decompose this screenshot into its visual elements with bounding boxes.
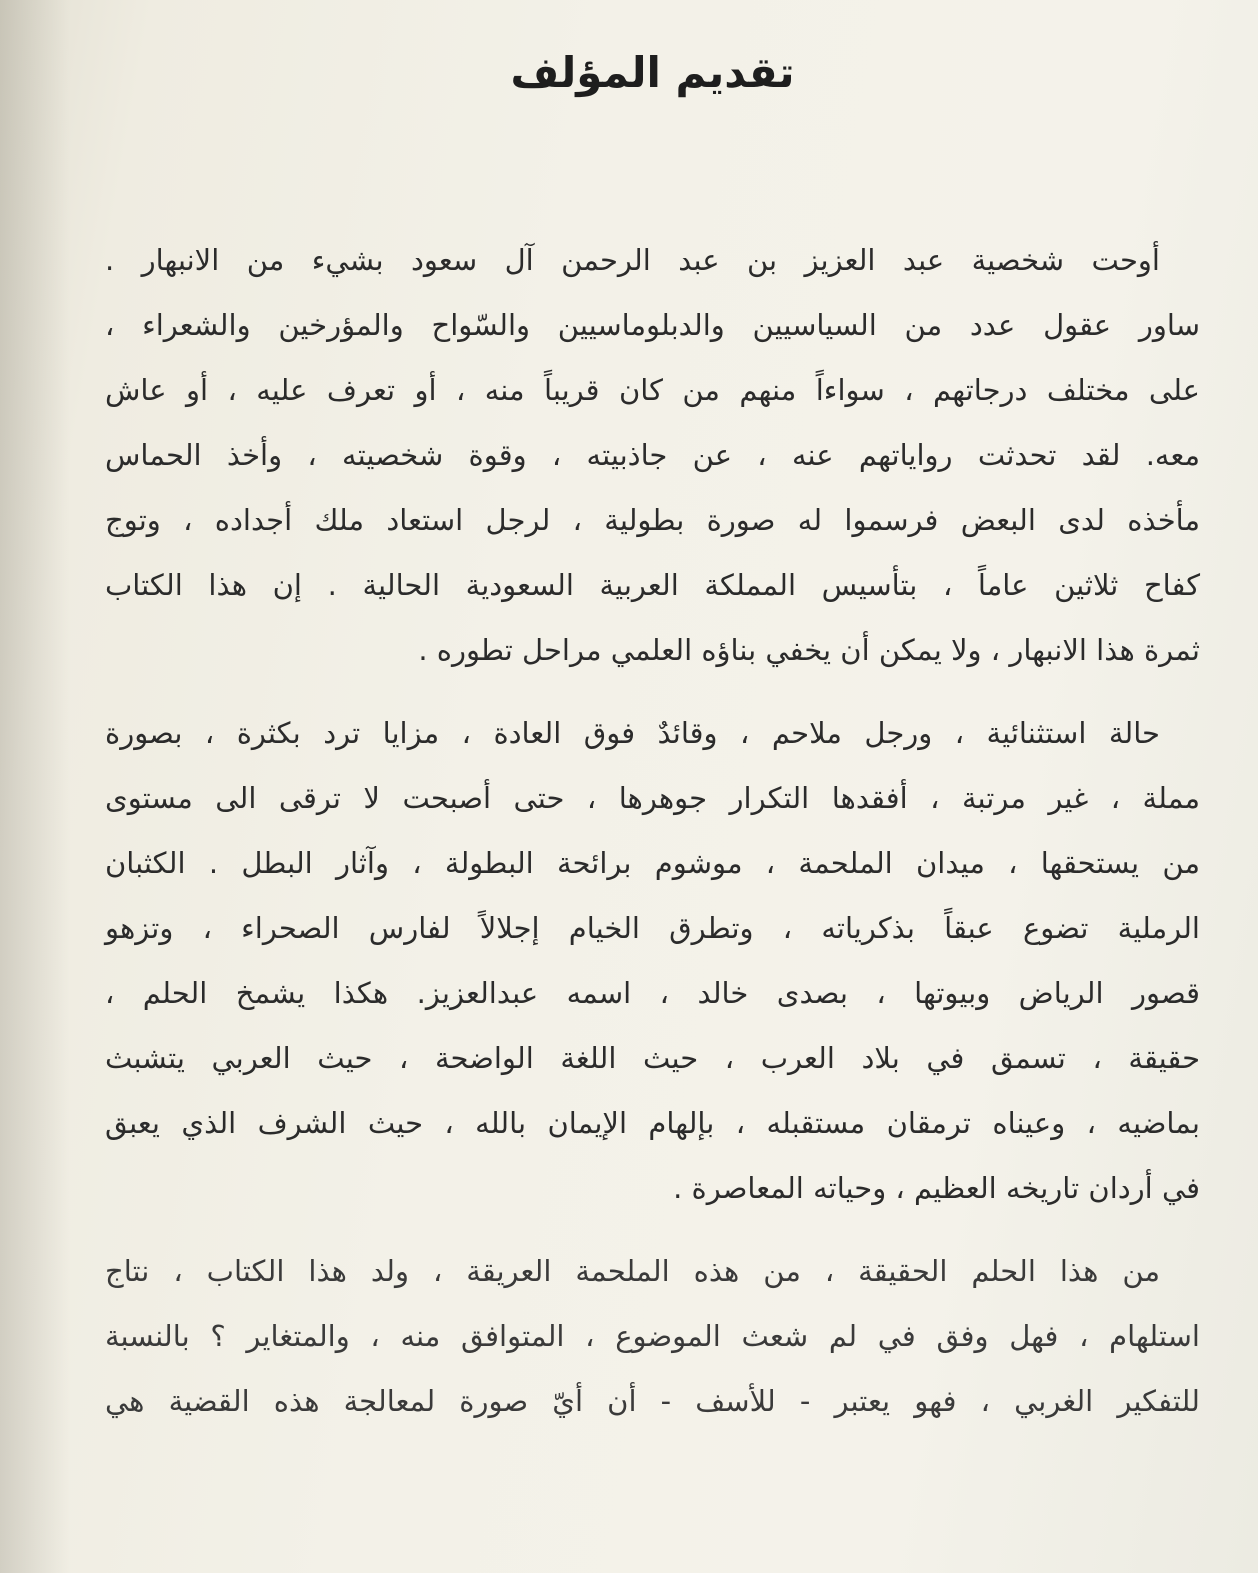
paragraph-1	[105, 228, 1200, 683]
text-line: أوحت شخصية عبد العزيز بن عبد الرحمن آل سعود بشيء من الانبهار .	[105, 243, 1160, 277]
text-line: ساور عقول عدد من السياسيين والدبلوماسيين والسّواح والمؤرخين والشعراء ،	[105, 308, 1200, 342]
text-line: معه. لقد تحدثت رواياتهم عنه ، عن جاذبيته ، وقوة شخصيته ، وأخذ الحماس	[105, 438, 1200, 472]
paragraph-3	[105, 1239, 1200, 1434]
text-line: استلهام ، فهل وفق في لم شعث الموضوع ، المتوافق منه ، والمتغاير ؟ بالنسبة	[105, 1319, 1200, 1353]
text-line: قصور الرياض وبيوتها ، بصدى خالد ، اسمه عبدالعزيز. هكذا يشمخ الحلم ،	[105, 976, 1200, 1010]
text-line: ثمرة هذا الانبهار ، ولا يمكن أن يخفي بناؤه العلمي مراحل تطوره .	[418, 633, 1200, 667]
text-line: من هذا الحلم الحقيقة ، من هذه الملحمة العريقة ، ولد هذا الكتاب ، نتاج	[105, 1254, 1160, 1288]
text-line: على مختلف درجاتهم ، سواءاً منهم من كان قريباً منه ، أو تعرف عليه ، أو عاش	[105, 373, 1200, 407]
text-line: مملة ، غير مرتبة ، أفقدها التكرار جوهرها ، حتى أصبحت لا ترقى الى مستوى	[105, 781, 1200, 815]
text-line: حالة استثنائية ، ورجل ملاحم ، وقائدٌ فوق العادة ، مزايا ترد بكثرة ، بصورة	[105, 716, 1160, 750]
text-line: الرملية تضوع عبقاً بذكرياته ، وتطرق الخيام إجلالاً لفارس الصحراء ، وتزهو	[105, 911, 1200, 945]
text-line: مأخذه لدى البعض فرسموا له صورة بطولية ، لرجل استعاد ملك أجداده ، وتوج	[105, 503, 1200, 537]
page-title: تقديم المؤلف	[510, 48, 795, 97]
text-line: من يستحقها ، ميدان الملحمة ، موشوم برائحة البطولة ، وآثار البطل . الكثبان	[105, 846, 1200, 880]
page-gutter-shadow	[0, 0, 70, 1573]
text-line: بماضيه ، وعيناه ترمقان مستقبله ، بإلهام الإيمان بالله ، حيث الشرف الذي يعبق	[105, 1106, 1200, 1140]
text-line: حقيقة ، تسمق في بلاد العرب ، حيث اللغة الواضحة ، حيث العربي يتشبث	[105, 1041, 1200, 1075]
text-line: في أردان تاريخه العظيم ، وحياته المعاصرة .	[673, 1171, 1200, 1205]
book-page	[105, 30, 1200, 1565]
paragraph-2	[105, 701, 1200, 1221]
text-line: للتفكير الغربي ، فهو يعتبر - للأسف - أن أيّ صورة لمعالجة هذه القضية هي	[105, 1384, 1200, 1418]
text-line: كفاح ثلاثين عاماً ، بتأسيس المملكة العربية السعودية الحالية . إن هذا الكتاب	[105, 568, 1200, 602]
